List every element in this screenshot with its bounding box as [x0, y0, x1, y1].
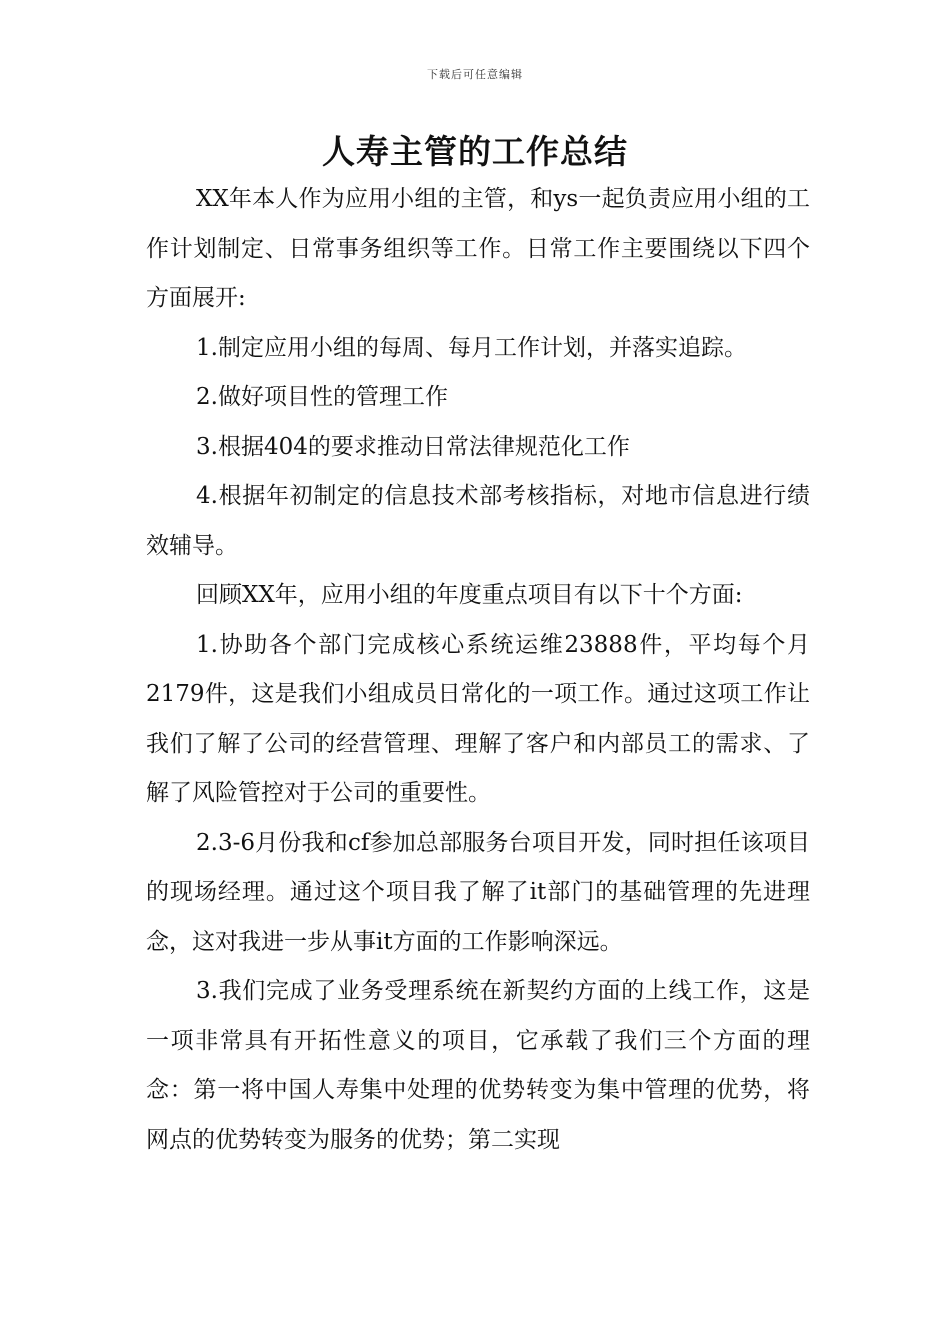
- paragraph-intro: XX年本人作为应用小组的主管，和ys一起负责应用小组的工作计划制定、日常事务组织等工作。日常工作主要围绕以下四个方面展开:: [146, 186, 810, 311]
- paragraph-project-2: 2.3-6月份我和cf参加总部服务台项目开发，同时担任该项目的现场经理。通过这个项目我了解了it部门的基础管理的先进理念，这对我进一步从事it方面的工作影响深远。: [146, 829, 810, 955]
- header-note: 下载后可任意编辑: [427, 68, 523, 81]
- paragraph-item-1: 1.制定应用小组的每周、每月工作计划，并落实追踪。: [196, 334, 747, 361]
- paragraph-project-3: 3.我们完成了业务受理系统在新契约方面的上线工作，这是一项非常具有开拓性意义的项目，它承载了我们三个方面的理念：第一将中国人寿集中处理的优势转变为集中管理的优势，将网点的优势转变为服务的优势；第二实现: [146, 978, 810, 1153]
- paragraph-item-3: 3.根据404的要求推动日常法律规范化工作: [196, 433, 630, 460]
- paragraph-item-2: 2.做好项目性的管理工作: [196, 384, 448, 410]
- paragraph-item-4: 4.根据年初制定的信息技术部考核指标，对地市信息进行绩效辅导。: [146, 483, 810, 559]
- document-title: 人寿主管的工作总结: [322, 132, 628, 171]
- paragraph-review: 回顾XX年，应用小组的年度重点项目有以下十个方面:: [196, 582, 743, 608]
- paragraph-project-1: 1.协助各个部门完成核心系统运维23888件，平均每个月2179件，这是我们小组成员日常化的一项工作。通过这项工作让我们了解了公司的经营管理、理解了客户和内部员工的需求、了解了风险管控对于公司的重要性。: [146, 631, 810, 806]
- document-body: [146, 175, 810, 1165]
